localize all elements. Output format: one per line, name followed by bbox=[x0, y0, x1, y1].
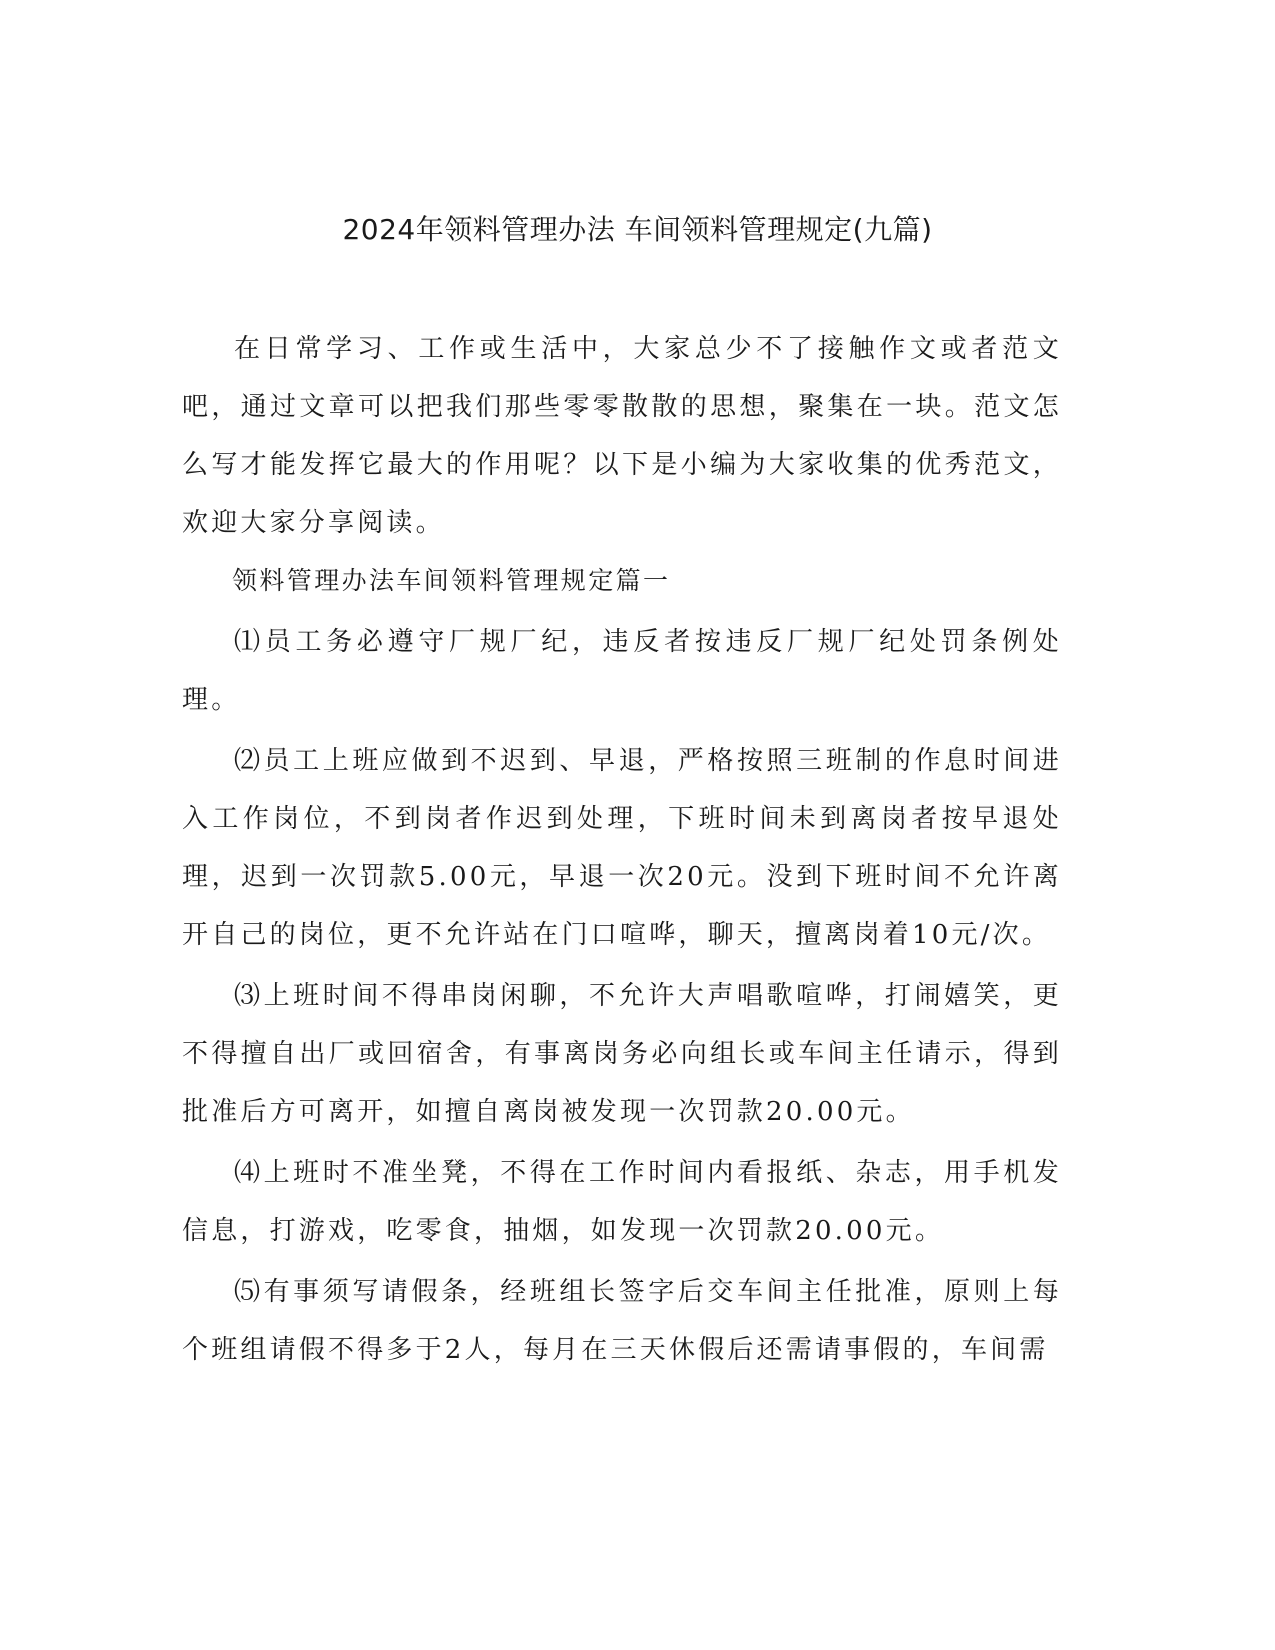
rule-item-3: ⑶上班时间不得串岗闲聊，不允许大声唱歌喧哗，打闹嬉笑，更不得擅自出厂或回宿舍，有事离岗务必向组长或车间主任请示，得到批准后方可离开，如擅自离岗被发现一次罚款20.00元。 bbox=[182, 981, 1062, 1127]
rule-item-4: ⑷上班时不准坐凳，不得在工作时间内看报纸、杂志，用手机发信息，打游戏，吃零食，抽烟，如发现一次罚款20.00元。 bbox=[182, 1158, 1062, 1246]
rule-item-5: ⑸有事须写请假条，经班组长签字后交车间主任批准，原则上每个班组请假不得多于2人，每月在三天休假后还需请事假的，车间需 bbox=[182, 1277, 1062, 1365]
section-heading: 领料管理办法车间领料管理规定篇一 bbox=[232, 566, 671, 595]
document-body bbox=[182, 320, 1062, 1379]
intro-paragraph: 在日常学习、工作或生活中，大家总少不了接触作文或者范文吧，通过文章可以把我们那些零零散散的思想，聚集在一块。范文怎么写才能发挥它最大的作用呢？以下是小编为大家收集的优秀范文，欢迎大家分享阅读。 bbox=[182, 334, 1062, 538]
rule-item-2: ⑵员工上班应做到不迟到、早退，严格按照三班制的作息时间进入工作岗位，不到岗者作迟到处理，下班时间未到离岗者按早退处理，迟到一次罚款5.00元，早退一次20元。没到下班时间不允许离开自己的岗位，更不允许站在门口喧哗，聊天，擅离岗着10元/次。 bbox=[182, 746, 1062, 950]
rule-item-1: ⑴员工务必遵守厂规厂纪，违反者按违反厂规厂纪处罚条例处理。 bbox=[182, 627, 1062, 715]
document-title: 2024年领料管理办法 车间领料管理规定(九篇) bbox=[342, 213, 933, 246]
